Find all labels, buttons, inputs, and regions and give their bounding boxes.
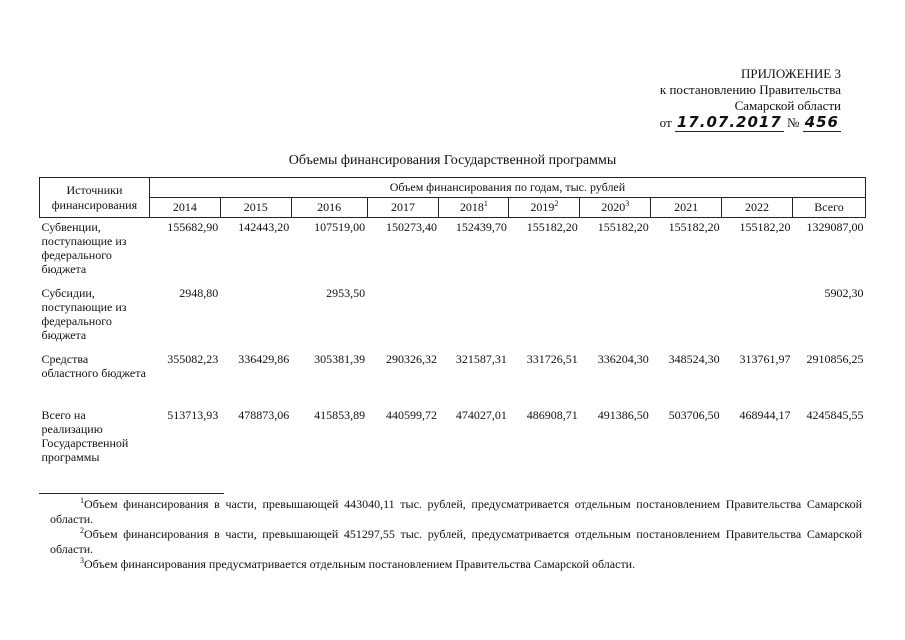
table-body bbox=[40, 218, 866, 467]
number-label: № bbox=[787, 115, 800, 130]
value-cell: 155682,90 bbox=[167, 220, 219, 234]
value-cell: 491386,50 bbox=[597, 408, 649, 422]
value-cell: 155182,20 bbox=[597, 220, 649, 234]
footnote-mark: 2 bbox=[554, 199, 559, 208]
source-header: Источники финансирования bbox=[40, 178, 150, 218]
value-cell: 348524,30 bbox=[668, 352, 720, 366]
source-cell: Субсидии, поступающие из федерального бюджета bbox=[41, 286, 127, 342]
year-label: 2015 bbox=[243, 200, 268, 214]
year-header bbox=[367, 198, 439, 218]
funding-by-year-header: Объем финансирования по годам, тыс. рублей bbox=[149, 178, 865, 198]
year-label: 2014 bbox=[172, 200, 197, 214]
value-cell: 2953,50 bbox=[326, 286, 366, 300]
table-row bbox=[40, 284, 866, 350]
footnote-mark: 1 bbox=[483, 199, 488, 208]
value-cell bbox=[722, 284, 793, 350]
value-cell bbox=[220, 284, 291, 350]
value-cell: 468944,17 bbox=[739, 408, 791, 422]
handwritten-date: 17.07.2017 bbox=[676, 113, 782, 131]
footnotes bbox=[50, 497, 862, 572]
year-label: 2021 bbox=[674, 200, 699, 214]
footnote-separator bbox=[39, 493, 224, 494]
value-cell: 142443,20 bbox=[238, 220, 290, 234]
value-cell: 5902,30 bbox=[824, 286, 864, 300]
value-cell: 150273,40 bbox=[385, 220, 437, 234]
value-cell: 321587,31 bbox=[455, 352, 507, 366]
footnote bbox=[50, 557, 862, 572]
footnote bbox=[50, 497, 862, 527]
year-header bbox=[793, 198, 866, 218]
footnote bbox=[50, 527, 862, 557]
value-cell: 4245845,55 bbox=[806, 408, 864, 422]
footnote-mark: 2 bbox=[80, 526, 84, 535]
year-header bbox=[220, 198, 291, 218]
value-cell bbox=[509, 284, 580, 350]
year-header bbox=[149, 198, 220, 218]
value-cell: 415853,89 bbox=[314, 408, 366, 422]
value-cell: 336204,30 bbox=[597, 352, 649, 366]
source-cell: Всего на реализацию Государственной программы bbox=[41, 408, 129, 464]
year-header bbox=[651, 198, 722, 218]
value-cell: 2910856,25 bbox=[806, 352, 864, 366]
year-label: 2018 bbox=[459, 200, 484, 214]
value-cell: 478873,06 bbox=[238, 408, 290, 422]
appendix-region-line: Самарской области bbox=[734, 98, 841, 113]
value-cell: 2948,80 bbox=[179, 286, 219, 300]
value-cell: 331726,51 bbox=[526, 352, 578, 366]
value-cell: 155182,20 bbox=[668, 220, 720, 234]
appendix-date-line bbox=[660, 114, 841, 131]
table-row bbox=[40, 406, 866, 466]
value-cell: 305381,39 bbox=[314, 352, 366, 366]
year-label: 2017 bbox=[391, 200, 416, 214]
value-cell: 1329087,00 bbox=[806, 220, 864, 234]
value-cell: 152439,70 bbox=[455, 220, 507, 234]
value-cell: 155182,20 bbox=[526, 220, 578, 234]
source-cell: Субвенции, поступающие из федерального бюджета bbox=[41, 220, 127, 276]
table-row bbox=[40, 350, 866, 406]
value-cell: 336429,86 bbox=[238, 352, 290, 366]
value-cell: 107519,00 bbox=[314, 220, 366, 234]
year-label: 2020 bbox=[601, 200, 626, 214]
footnote-mark: 1 bbox=[80, 496, 84, 505]
year-header bbox=[722, 198, 793, 218]
value-cell: 355082,23 bbox=[167, 352, 219, 366]
year-label: 2022 bbox=[745, 200, 770, 214]
year-header bbox=[439, 198, 509, 218]
funding-table bbox=[39, 177, 866, 466]
footnote-mark: 3 bbox=[625, 199, 630, 208]
footnote-text: Объем финансирования в части, превышающей 443040,11 тыс. рублей, предусматривается отдельным постановлением Правительства Самарской области. bbox=[50, 497, 862, 526]
value-cell: 513713,93 bbox=[167, 408, 219, 422]
appendix-resolution-line: к постановлению Правительства bbox=[659, 82, 841, 97]
value-cell: 440599,72 bbox=[385, 408, 437, 422]
value-cell: 486908,71 bbox=[526, 408, 578, 422]
year-header bbox=[509, 198, 580, 218]
handwritten-number: 456 bbox=[804, 113, 839, 131]
value-cell: 474027,01 bbox=[455, 408, 507, 422]
value-cell bbox=[367, 284, 439, 350]
appendix-title: ПРИЛОЖЕНИЕ 3 bbox=[741, 66, 841, 81]
table-row bbox=[40, 218, 866, 285]
year-label: Всего bbox=[814, 200, 844, 214]
table-header-row-years bbox=[40, 198, 866, 218]
year-label: 2019 bbox=[530, 200, 555, 214]
year-header bbox=[291, 198, 367, 218]
value-cell: 313761,97 bbox=[739, 352, 791, 366]
source-cell: Средства областного бюджета bbox=[41, 352, 146, 380]
footnote-text: Объем финансирования в части, превышающей 451297,55 тыс. рублей, предусматривается отдельным постановлением Правительства Самарской области. bbox=[50, 527, 862, 556]
value-cell bbox=[651, 284, 722, 350]
value-cell: 155182,20 bbox=[739, 220, 791, 234]
value-cell: 503706,50 bbox=[668, 408, 720, 422]
document-title: Объемы финансирования Государственной программы bbox=[288, 153, 617, 168]
value-cell bbox=[439, 284, 509, 350]
value-cell bbox=[580, 284, 651, 350]
year-label: 2016 bbox=[317, 200, 342, 214]
appendix-header bbox=[660, 66, 841, 131]
footnote-text: Объем финансирования предусматривается отдельным постановлением Правительства Самарской области. bbox=[84, 557, 636, 571]
year-header bbox=[580, 198, 651, 218]
from-label: от bbox=[659, 115, 672, 130]
footnote-mark: 3 bbox=[80, 556, 84, 565]
value-cell: 290326,32 bbox=[385, 352, 437, 366]
table-header-row-group bbox=[40, 178, 866, 198]
